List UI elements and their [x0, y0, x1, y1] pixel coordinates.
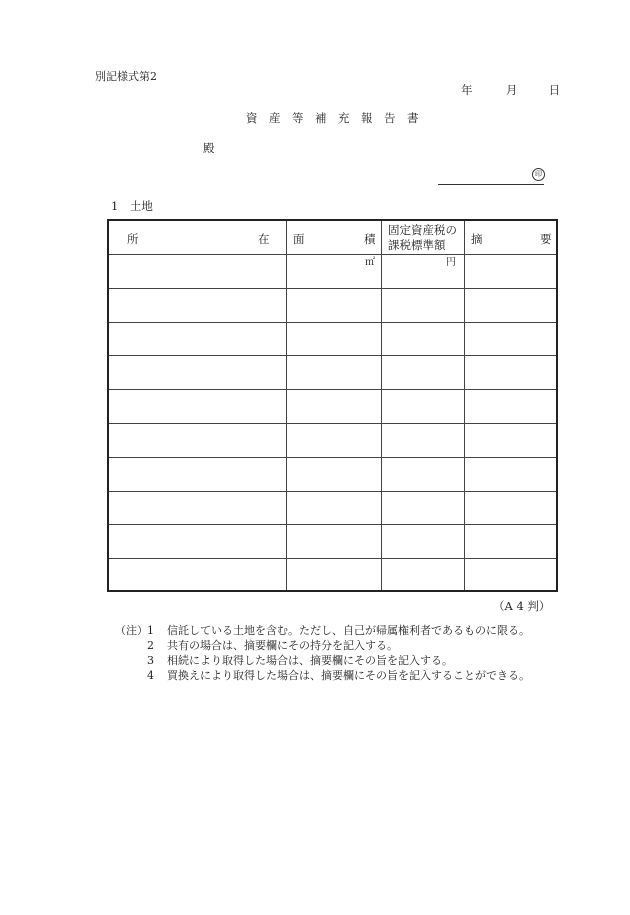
form-id: 別記様式第2: [95, 70, 157, 83]
document-title: 資 産 等 補 充 報 告 書: [246, 111, 419, 125]
note-number: 4: [147, 669, 154, 682]
note-number: 1: [147, 624, 154, 637]
row-divider: [109, 254, 556, 255]
header-tax-base-line2: 課税標準額: [388, 238, 446, 252]
unit-square-meters: ㎡: [365, 257, 375, 268]
seal-mark: 印: [532, 168, 545, 181]
land-table: [107, 219, 558, 592]
section-title: 1 土地: [111, 199, 153, 213]
note-text: 共有の場合は、摘要欄にその持分を記入する。: [167, 639, 398, 652]
column-divider: [464, 221, 465, 590]
row-divider: [109, 524, 556, 525]
row-divider: [109, 457, 556, 458]
header-area-1: 面: [293, 232, 305, 246]
date-month: 月: [505, 83, 518, 97]
row-divider: [109, 355, 556, 356]
notes-label: （注）: [115, 624, 148, 637]
header-location-1: 所: [127, 232, 139, 246]
paper-size-note: （A 4 判）: [493, 599, 551, 613]
note-number: 3: [147, 654, 154, 667]
unit-yen: 円: [446, 257, 456, 268]
row-divider: [109, 389, 556, 390]
note-text: 買換えにより取得した場合は、摘要欄にその旨を記入することができる。: [167, 669, 530, 682]
column-divider: [286, 221, 287, 590]
header-summary-2: 要: [540, 232, 552, 246]
date-line: [461, 83, 560, 97]
header-summary-1: 摘: [471, 232, 483, 246]
row-divider: [109, 491, 556, 492]
note-text: 相続により取得した場合は、摘要欄にその旨を記入する。: [167, 654, 453, 667]
header-location-2: 在: [258, 232, 270, 246]
note-text: 信託している土地を含む。ただし、自己が帰属権利者であるものに限る。: [167, 624, 530, 637]
date-year: 年: [461, 83, 473, 97]
row-divider: [109, 322, 556, 323]
row-divider: [109, 558, 556, 559]
addressee-suffix: 殿: [203, 141, 215, 155]
date-day: 日: [548, 83, 561, 97]
column-divider: [381, 221, 382, 590]
header-area-2: 積: [364, 232, 376, 246]
row-divider: [109, 288, 556, 289]
note-number: 2: [147, 639, 154, 652]
row-divider: [109, 423, 556, 424]
header-tax-base-line1: 固定資産税の: [388, 223, 457, 237]
signature-line: [438, 184, 544, 185]
